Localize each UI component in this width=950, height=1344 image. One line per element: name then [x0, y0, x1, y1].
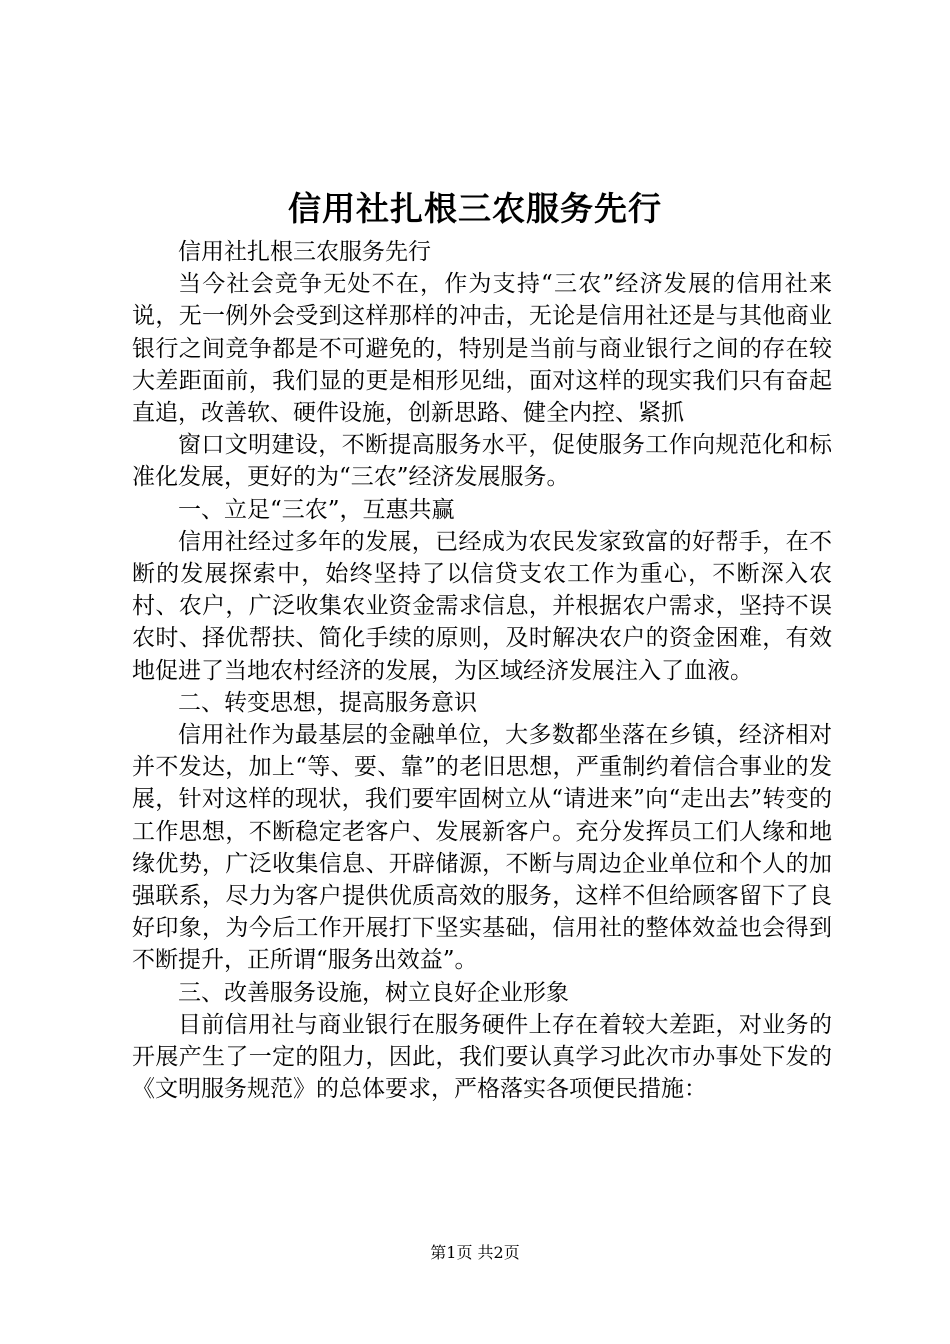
intro-continued-paragraph: 窗口文明建设，不断提高服务水平，促使服务工作向规范化和标准化发展，更好的为“三农”经济发展服务。 — [132, 432, 832, 491]
intro-paragraph: 当今社会竞争无处不在，作为支持“三农”经济发展的信用社来说，无一例外会受到这样那样的冲击，无论是信用社还是与其他商业银行之间竞争都是不可避免的，特别是当前与商业银行之间的存在较大差距面前，我们显的更是相形见绌，面对这样的现实我们只有奋起直追，改善软、硬件设施，创新思路、健全内控、紧抓 — [132, 271, 832, 427]
section-heading-3: 三、改善服务设施，树立良好企业形象 — [178, 979, 569, 1006]
section-heading-1: 一、立足“三农”，互惠共赢 — [178, 496, 455, 523]
document-title: 信用社扎根三农服务先行 — [288, 189, 662, 228]
subtitle-paragraph: 信用社扎根三农服务先行 — [178, 239, 431, 265]
section-3-paragraph: 目前信用社与商业银行在服务硬件上存在着较大差距，对业务的开展产生了一定的阻力，因此，我们要认真学习此次市办事处下发的《文明服务规范》的总体要求，严格落实各项便民措施： — [132, 1011, 832, 1103]
section-heading-2: 二、转变思想，提高服务意识 — [178, 689, 477, 716]
document-body — [132, 236, 832, 1105]
section-2-paragraph: 信用社作为最基层的金融单位，大多数都坐落在乡镇，经济相对并不发达，加上“等、要、靠”的老旧思想，严重制约着信合事业的发展，针对这样的现状，我们要牢固树立从“请进来”向“走出去”转变的工作思想，不断稳定老客户、发展新客户。充分发挥员工们人缘和地缘优势，广泛收集信息、开辟储源，不断与周边企业单位和个人的加强联系，尽力为客户提供优质高效的服务，这样不但给顾客留下了良好印象，为今后工作开展打下坚实基础，信用社的整体效益也会得到不断提升，正所谓“服务出效益”。 — [132, 722, 832, 974]
page-number-footer: 第1页 共2页 — [430, 1243, 520, 1262]
section-1-paragraph: 信用社经过多年的发展，已经成为农民发家致富的好帮手，在不断的发展探索中，始终坚持了以信贷支农工作为重心，不断深入农村、农户，广泛收集农业资金需求信息，并根据农户需求，坚持不误农时、择优帮扶、简化手续的原则，及时解决农户的资金困难，有效地促进了当地农村经济的发展，为区域经济发展注入了血液。 — [132, 528, 832, 684]
